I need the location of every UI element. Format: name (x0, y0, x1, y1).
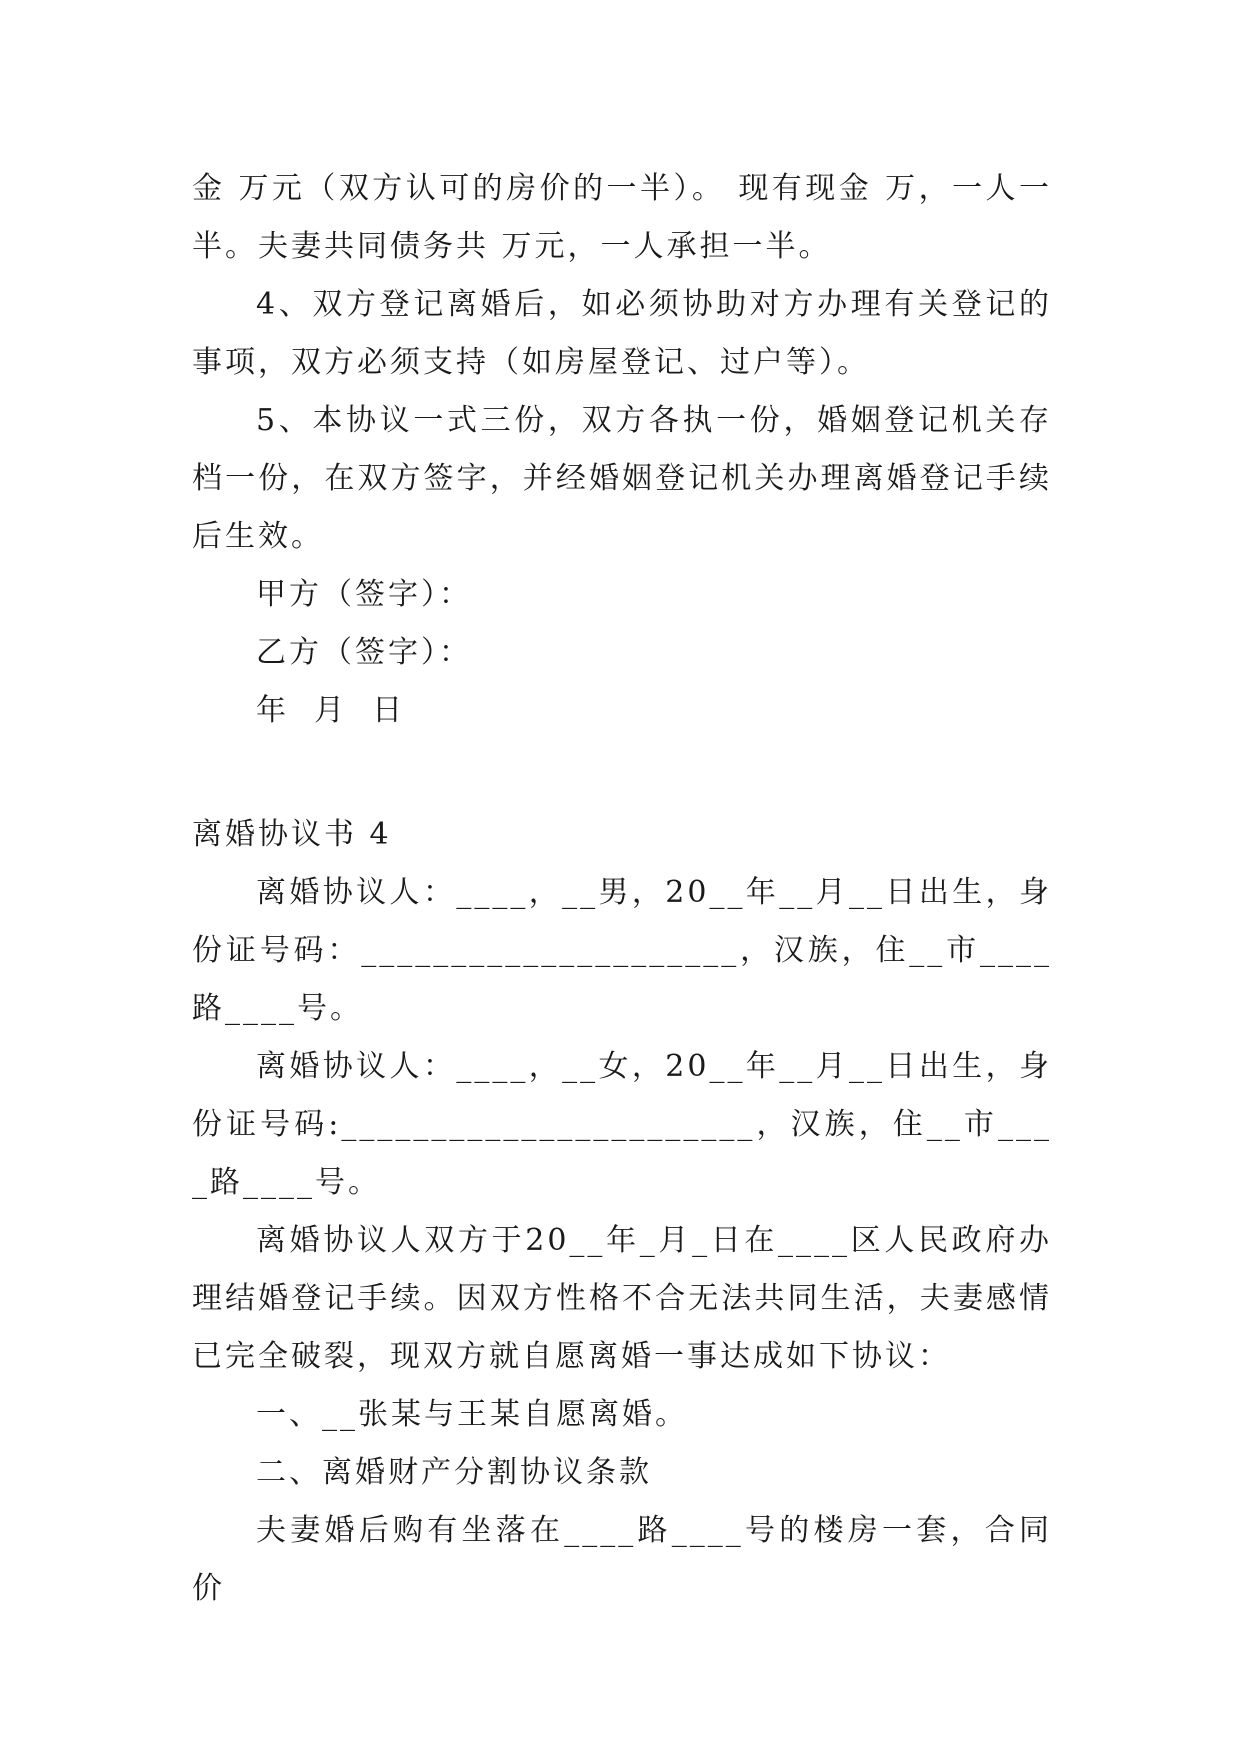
signature-party-b: 乙方（签字）： (256, 635, 472, 670)
clause-one: 一、__张某与王某自愿离婚。 (256, 1397, 688, 1432)
paragraph-property: 夫妻婚后购有坐落在____路____号的楼房一套，合同价 (192, 1513, 1052, 1606)
clause-two-heading: 二、离婚财产分割协议条款 (256, 1455, 652, 1490)
paragraph-party-male: 离婚协议人：____，__男，20__年__月__日出生，身份证号码：_____________________，汉族，住__市____路____号。 (192, 875, 1052, 1026)
paragraph-assets-split: 金 万元（双方认可的房价的一半）。 现有现金 万，一人一半。夫妻共同债务共 万元，一人承担一半。 (192, 171, 1052, 264)
section-spacer (192, 740, 1052, 806)
paragraph-party-female: 离婚协议人：____，__女，20__年__月__日出生，身份证号码:_______________________，汉族，住__市____路____号。 (192, 1049, 1052, 1200)
paragraph-clause-5: 5、本协议一式三份，双方各执一份，婚姻登记机关存档一份，在双方签字，并经婚姻登记机关办理离婚登记手续后生效。 (192, 403, 1052, 554)
paragraph-clause-4: 4、双方登记离婚后，如必须协助对方办理有关登记的事项，双方必须支持（如房屋登记、过户等）。 (192, 287, 1052, 380)
section-title: 离婚协议书 4 (192, 817, 392, 852)
signature-date: 年 月 日 (256, 693, 406, 728)
signature-party-a: 甲方（签字）： (256, 577, 472, 612)
document-body (192, 160, 1052, 1618)
paragraph-marriage-registration: 离婚协议人双方于20__年_月_日在____区人民政府办理结婚登记手续。因双方性格不合无法共同生活，夫妻感情已完全破裂，现双方就自愿离婚一事达成如下协议： (192, 1223, 1052, 1374)
